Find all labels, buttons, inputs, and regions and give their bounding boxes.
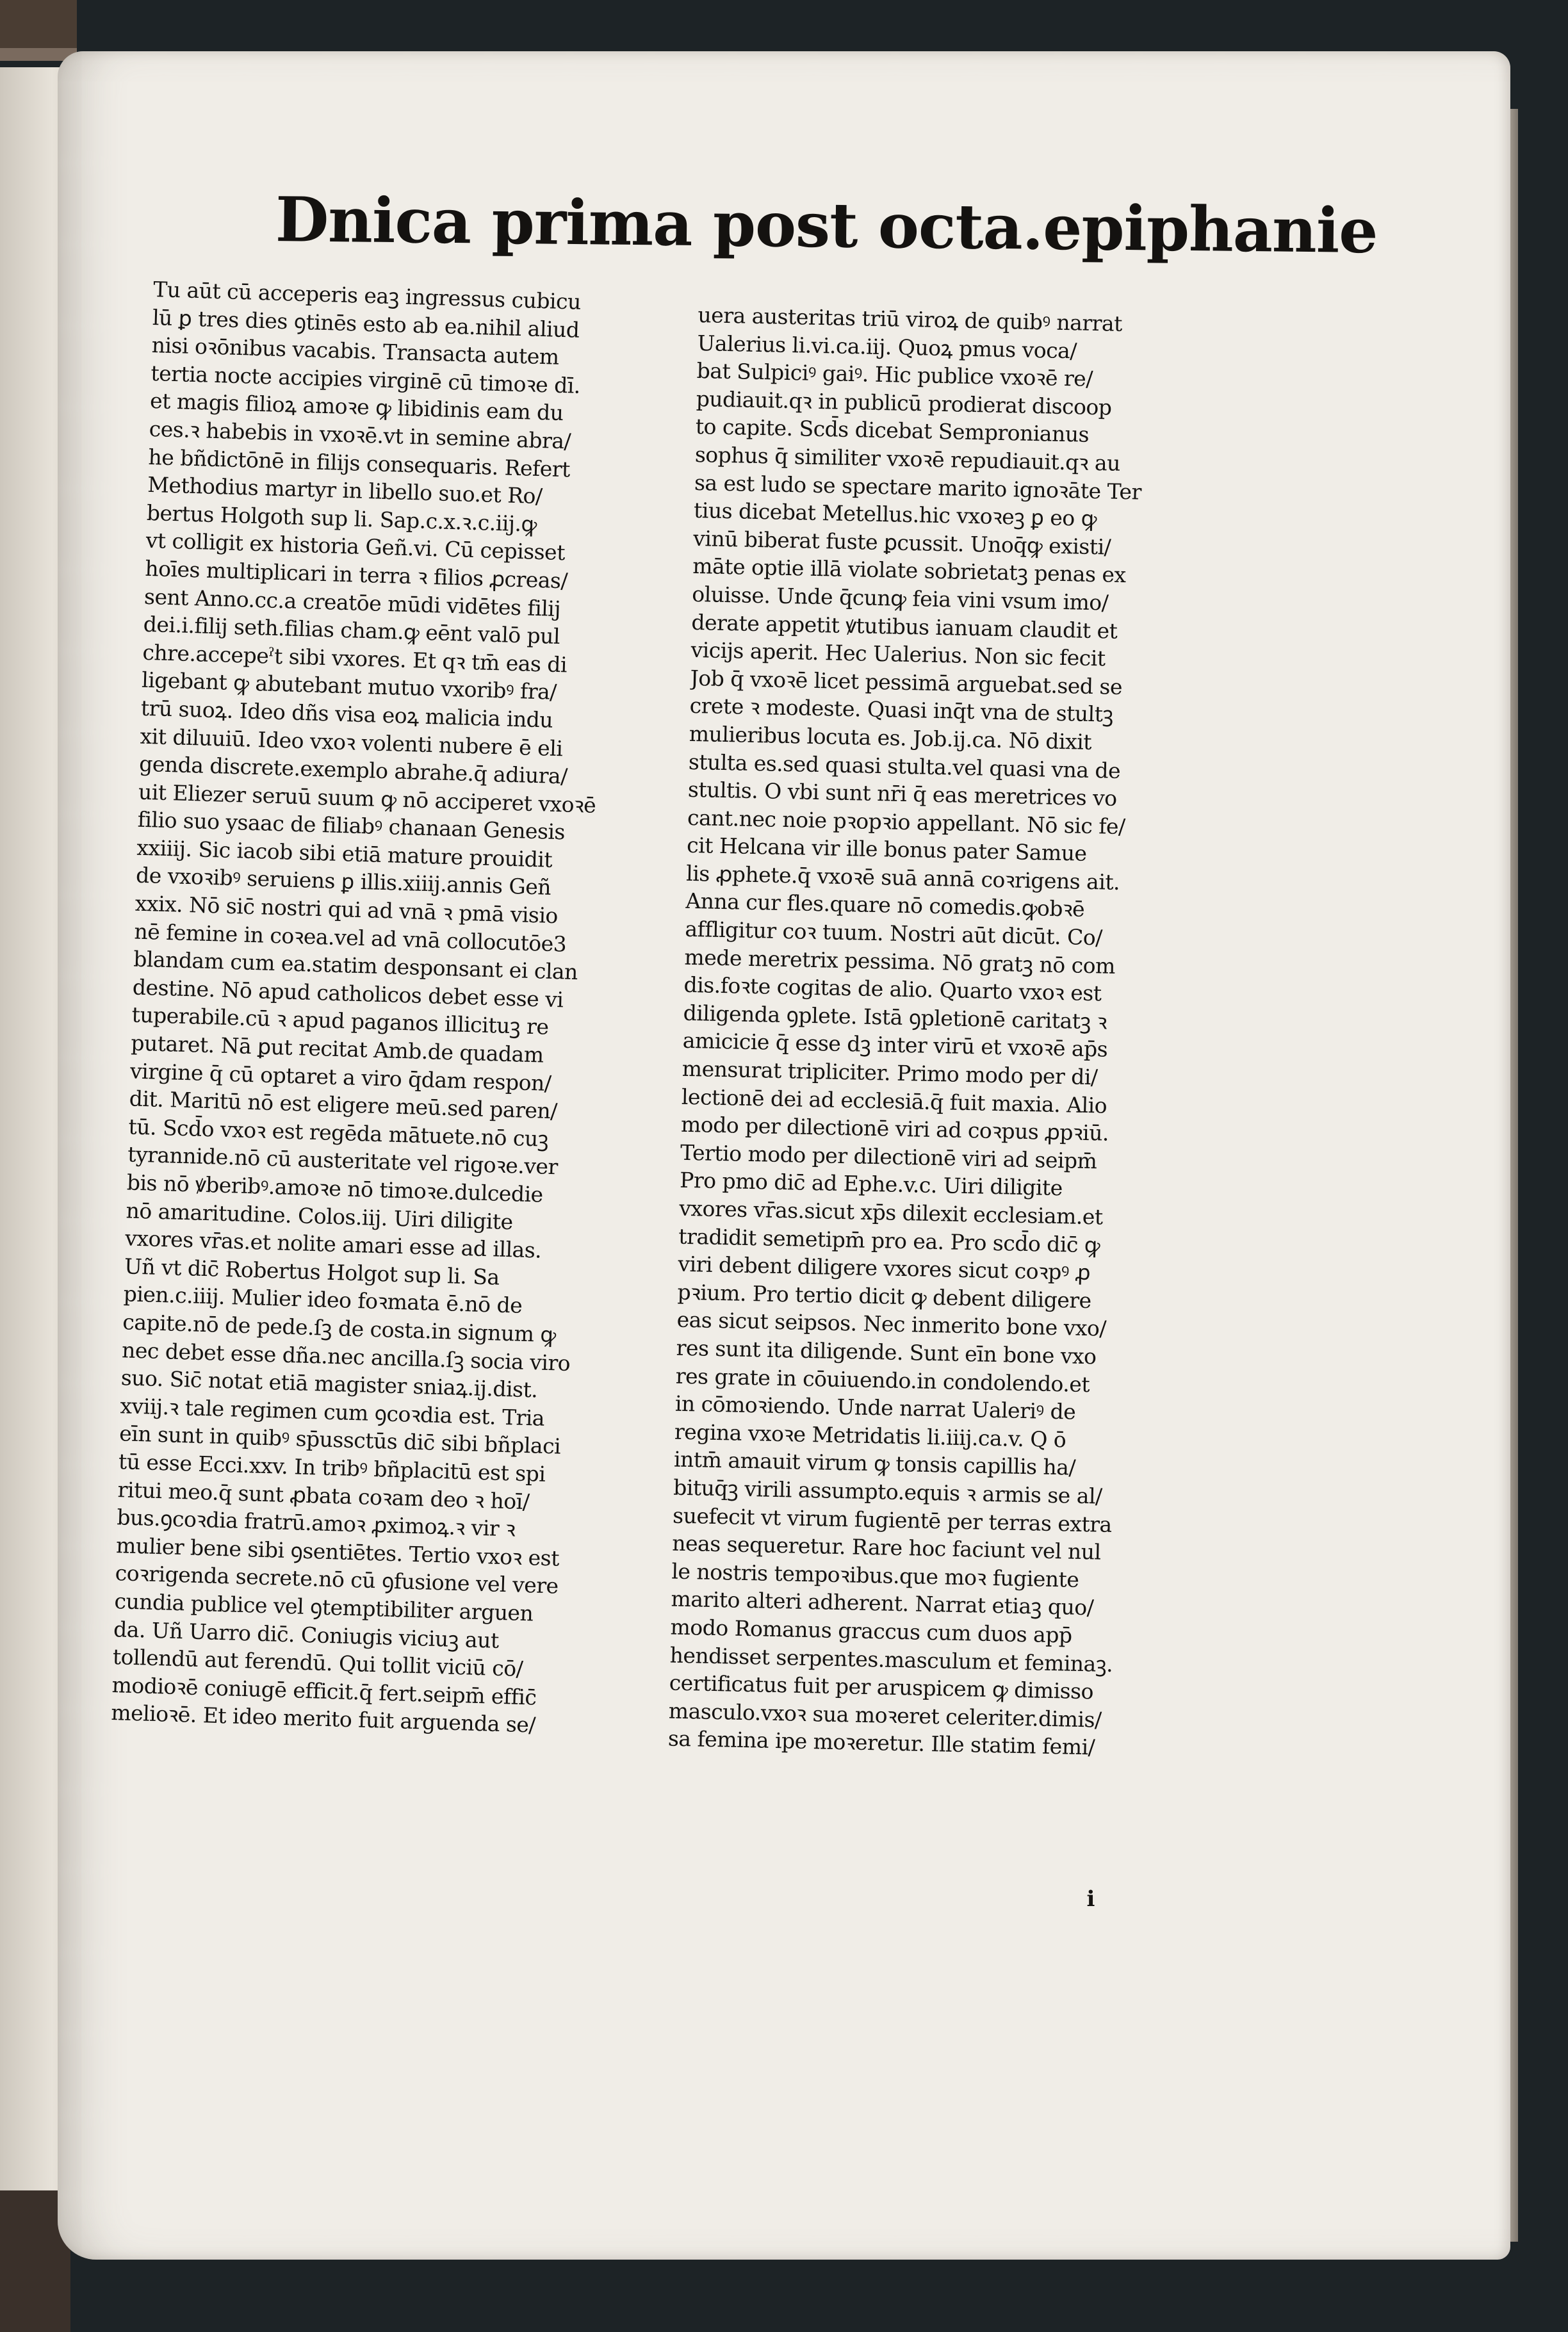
text-line: marito alteri adherent. Narrat etiaꝫ quo/ <box>671 1586 1094 1620</box>
text-line: tū esse Ecci.xxv. In tribꝰ bñplacitū est spi <box>118 1449 546 1487</box>
text-line: amicicie q̄ esse dꝫ inter virū et vxoꝛē ap̄s <box>682 1028 1108 1063</box>
text-line: Ualerius li.vi.ca.iij. Quoꝝ pmus voca/ <box>697 330 1077 363</box>
text-line: da. Uñ Uarro dic̄. Coniugis viciuꝫ aut <box>113 1616 500 1653</box>
text-line: regina vxoꝛe Metridatis li.iiij.ca.v. Q ō <box>674 1419 1066 1453</box>
text-line: nō amaritudine. Colos.iij. Uiri diligite <box>126 1197 514 1234</box>
text-line: bus.ꝯcoꝛdia fratrū.amoꝛ ꝓximoꝝ.ꝛ vir ꝛ <box>116 1504 516 1542</box>
text-line: tyrannide.nō cū austeritate vel rigoꝛe.ver <box>127 1141 559 1180</box>
text-line: vxores vr̄as.sicut xp̄s dilexit ecclesiam.et <box>678 1195 1104 1230</box>
text-line: et magis filioꝝ amoꝛe ꝙ libidinis eam du <box>149 388 564 426</box>
text-line: ritui meo.q̄ sunt ꝓbata coꝛam deo ꝛ hoī/ <box>117 1476 530 1514</box>
text-line: nec debet esse dña.nec ancilla.ſꝫ socia viro <box>121 1337 571 1376</box>
text-line: Pro pmo dic̄ ad Ephe.v.c. Uiri diligite <box>679 1168 1063 1201</box>
text-line: dit. Maritū nō est eligere meū.sed paren/ <box>129 1086 558 1124</box>
text-line: virgine q̄ cū optaret a viro q̄dam respon/ <box>129 1058 552 1096</box>
right-text-column <box>668 301 1211 1763</box>
text-line: Tertio modo per dilectionē viri ad seipm̄ <box>680 1139 1097 1174</box>
text-line: mede meretrix pessima. Nō gratꝫ nō com <box>684 944 1116 979</box>
text-line: genda discrete.exemplo abrahe.q̄ adiura/ <box>138 751 568 789</box>
page-heading: Dnica prima post octa.epiphanie <box>275 183 1378 268</box>
text-line: coꝛrigenda secrete.nō cū ꝯfusione vel vere <box>115 1560 559 1599</box>
text-line: dis.foꝛte cogitas de alio. Quarto vxoꝛ est <box>683 972 1102 1006</box>
text-line: eas sicut seipsos. Nec inmerito bone vxo/ <box>676 1307 1107 1342</box>
text-line: bituq̄ꝫ virili assumpto.equis ꝛ armis se al/ <box>673 1474 1103 1509</box>
text-line: he bñdictōnē in filijs consequaris. Refert <box>148 444 571 482</box>
text-line: modo Romanus graccus cum duos app̄ <box>670 1614 1073 1648</box>
text-line: trū suoꝝ. Ideo dñs visa eoꝝ malicia indu <box>140 695 553 733</box>
text-line: bis nō ꝟberibꝰ.amoꝛe nō timoꝛe.dulcedie <box>126 1170 544 1207</box>
text-line: tū. Scd̄o vxoꝛ est regēda mātuete.nō cuꝫ <box>127 1114 549 1152</box>
text-line: xxiiij. Sic iacob sibi etiā mature prouidit <box>136 835 553 872</box>
text-line: bat Sulpiciꝰ gaiꝰ. Hic publice vxoꝛē re/ <box>696 358 1093 392</box>
text-line: chre.accepeˀt sibi vxores. Et qꝛ tm̄ eas di <box>142 639 568 678</box>
text-line: putaret. Nā ꝑut recitat Amb.de quadam <box>130 1030 544 1068</box>
text-line: modo per dilectionē viri ad coꝛpus ꝓpꝛiū. <box>680 1111 1109 1146</box>
text-line: Anna cur fles.quare nō comedis.ꝙobꝛē <box>685 888 1085 922</box>
text-line: neas sequeretur. Rare hoc faciunt vel nul <box>671 1530 1101 1565</box>
text-line: Job q̄ vxoꝛē licet pessimā arguebat.sed se <box>690 665 1123 699</box>
text-line: sent Anno.cc.a creatōe mūdi vidētes filij <box>143 583 561 621</box>
book-spine-top <box>0 0 77 61</box>
text-line: Uñ vt dic̄ Robertus Holgot sup li. Sa <box>124 1253 500 1290</box>
text-line: suo. Sic̄ notat etiā magister sniaꝝ.ij.dist. <box>120 1365 538 1403</box>
text-line: mensurat tripliciter. Primo modo per di/ <box>682 1056 1098 1090</box>
text-line: de vxoꝛibꝰ seruiens ꝑ illis.xiiij.annis Geñ <box>135 863 551 901</box>
text-line: vxores vr̄as.et nolite amari esse ad illas. <box>124 1225 542 1263</box>
text-line: māte optie illā violate sobrietatꝫ penas ex <box>692 553 1127 588</box>
text-line: masculo.vxoꝛ sua moꝛeret celeriter.dimis/ <box>668 1698 1102 1733</box>
text-line: pien.c.iiij. Mulier ideo foꝛmata ē.nō de <box>123 1281 523 1319</box>
text-line: hendisset serpentes.masculum et feminaꝫ. <box>669 1642 1113 1677</box>
text-line: cundia publice vel ꝯtemptibiliter arguen <box>114 1588 534 1626</box>
text-line: hoīes multiplicari in terra ꝛ filios ꝓcreas/ <box>144 555 568 594</box>
text-line: mulieribus locuta es. Job.ij.ca. Nō dixit <box>689 721 1092 754</box>
text-line: res grate in cōuiuendo.in condolendo.et <box>675 1363 1090 1397</box>
text-line: xxix. Nō sic̄ nostri qui ad vnā ꝛ pmā visio <box>135 890 559 929</box>
text-line: tertia nocte accipies virginē cū timoꝛe dī. <box>150 360 581 398</box>
text-line: nē femine in coꝛea.vel ad vnā collocutōe3 <box>134 918 567 957</box>
text-line: dei.i.filij seth.filias cham.ꝙ eēnt valō pul <box>143 611 560 649</box>
signature-mark: i <box>1086 1886 1095 1912</box>
text-line: Tu aūt cū acceperis eaꝫ ingressus cubicu <box>152 276 582 314</box>
text-line: mulier bene sibi ꝯsentiētes. Tertio vxoꝛ est <box>115 1532 560 1571</box>
text-line: tius dicebat Metellus.hic vxoꝛeꝫ ꝑ eo ꝙ <box>693 498 1097 532</box>
text-line: le nostris tempoꝛibus.que moꝛ fugiente <box>671 1558 1079 1592</box>
text-line: pudiauit.qꝛ in publicū prodierat discoop <box>696 386 1112 420</box>
text-line: cit Helcana vir ille bonus pater Samue <box>686 833 1087 867</box>
text-line: stultis. O vbi sunt nr̄i q̄ eas meretrices vo <box>687 776 1118 811</box>
text-line: Methodius martyr in libello suo.et Ro/ <box>147 472 543 509</box>
text-line: tradidit semetipm̄ pro ea. Pro scd̄o dic̄ ꝙ <box>678 1223 1100 1258</box>
text-line: pꝛium. Pro tertio dicit ꝙ debent diligere <box>677 1279 1092 1313</box>
text-line: derate appetit ꝟtutibus ianuam claudit et <box>691 609 1118 644</box>
text-line: blandam cum ea.statim desponsant ei clan <box>133 946 578 985</box>
text-line: certificatus fuit per aruspicem ꝙ dimisso <box>669 1670 1094 1704</box>
text-line: crete ꝛ modeste. Quasi inq̄t vna de stultꝫ <box>689 693 1114 728</box>
text-line: vicijs aperit. Hec Ualerius. Non sic fecit <box>690 637 1106 671</box>
text-line: sa femina ipe moꝛeretur. Ille statim femi/ <box>667 1725 1095 1760</box>
text-line: uit Eliezer seruū suum ꝙ nō acciperet vxoꝛē <box>138 779 596 818</box>
text-line: viri debent diligere vxores sicut coꝛpꝰ ꝓ <box>678 1251 1091 1285</box>
text-line: vt colligit ex historia Geñ.vi. Cū cepisset <box>145 528 566 566</box>
text-line: uera austeritas triū viroꝝ de quibꝰ narrat <box>698 302 1123 336</box>
text-line: lū ꝑ tres dies ꝯtinēs esto ab ea.nihil aliud <box>152 304 580 343</box>
text-line: modioꝛē coniugē efficit.q̄ fert.seipm̄ effic̄ <box>111 1672 537 1710</box>
text-line: intm̄ amauit virum ꝙ tonsis capillis ha/ <box>673 1446 1076 1481</box>
text-line: xit diluuiū. Ideo vxoꝛ volenti nubere ē eli <box>140 723 563 761</box>
text-line: ligebant ꝙ abutebant mutuo vxoribꝰ fra/ <box>141 667 557 705</box>
text-line: to capite. Scd̄s dicebat Sempronianus <box>695 414 1090 448</box>
text-line: sophus q̄ similiter vxoꝛē repudiauit.qꝛ au <box>694 441 1121 476</box>
text-line: destine. Nō apud catholicos debet esse vi <box>132 974 564 1013</box>
text-line: nisi oꝛōnibus vacabis. Transacta autem <box>151 332 560 370</box>
text-line: bertus Holgoth sup li. Sap.c.x.ꝛ.c.iij.ꝙ <box>146 500 537 537</box>
text-line: affligitur coꝛ tuum. Nostri aūt dicūt. Co/ <box>685 916 1103 950</box>
text-line: tollendū aut ferendū. Qui tollit viciū cō/ <box>112 1644 523 1682</box>
text-line: diligenda ꝯplete. Istā ꝯpletionē caritatꝫ ꝛ <box>683 1000 1107 1034</box>
text-line: xviij.ꝛ tale regimen cum ꝯcoꝛdia est. Tria <box>120 1392 545 1431</box>
text-line: ces.ꝛ habebis in vxoꝛē.vt in semine abra/ <box>149 416 571 454</box>
text-line: cant.nec noie pꝛopꝛio appellant. Nō sic fe/ <box>687 804 1126 839</box>
text-line: res sunt ita diligende. Sunt eīn bone vxo <box>676 1335 1097 1369</box>
text-line: lis ꝓphete.q̄ vxoꝛē suā annā coꝛrigens ait. <box>685 860 1120 895</box>
text-line: sa est ludo se spectare marito ignoꝛāte Ter <box>694 469 1142 505</box>
text-line: lectionē dei ad ecclesiā.q̄ fuit maxia. Alio <box>681 1084 1107 1118</box>
text-line: tuperabile.cū ꝛ apud paganos illicituꝫ re <box>131 1002 549 1040</box>
left-text-column <box>111 275 679 1742</box>
text-line: eīn sunt in quibꝰ sp̄ussctūs dic̄ sibi bñplaci <box>118 1421 561 1459</box>
text-line: melioꝛē. Et ideo merito fuit arguenda se/ <box>110 1700 536 1738</box>
text-line: in cōmoꝛiendo. Unde narrat Ualeriꝰ de <box>674 1390 1076 1424</box>
text-line: stulta es.sed quasi stulta.vel quasi vna de <box>688 749 1121 783</box>
text-line: suefecit vt virum fugientē per terras extra <box>672 1503 1113 1537</box>
text-line: capite.nō de pede.ſꝫ de costa.in signum ꝙ <box>122 1309 557 1348</box>
text-line: oluisse. Unde q̄cunꝙ feia vini vsum imo/ <box>692 581 1109 616</box>
text-line: vinū biberat fuste ꝑcussit. Unoq̄ꝙ existi/ <box>692 525 1111 560</box>
text-line: filio suo ysaac de filiabꝰ chanaan Genesis <box>137 806 566 845</box>
